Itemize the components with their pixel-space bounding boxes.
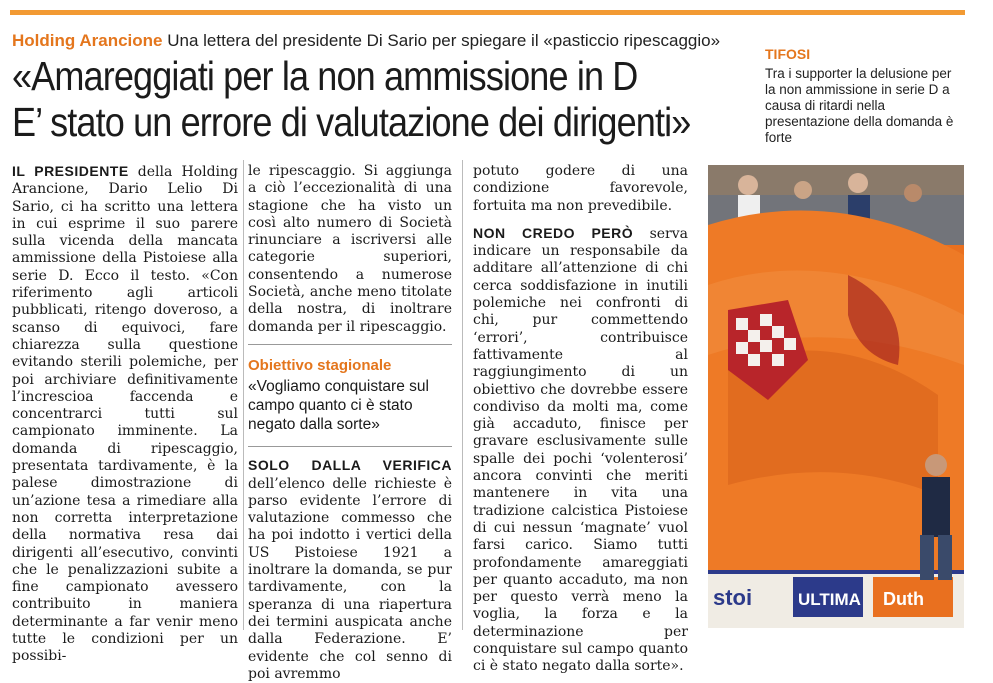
column3-body2: serva indicare un responsabile da additare all’attenzione di chi cerca soddisfazione in inutili polemiche nei confronti di chi, pur commettendo ‘errori’, contribuisce fattivamente al raggiungimento di un obiettivo che dovrebbe essere condiviso da molti ma, come già accaduto, finisce per gravare esclusivamente sulle spalle dei pochi ‘volenterosi’ ancora convinti che meriti mantenere in vita una tradizione calcistica Pistoiese di cui nessun ‘magnate’ vuol farsi carico. Siamo tutti profondamente amareggiati per quanto accaduto, ma non per questo verrà meno la voglia, la forza e la determinazione per conquistare sul campo quanto ci è stato negato dalla sorte».: [473, 225, 688, 675]
banner-text-right: Duth: [883, 589, 924, 609]
column2-paragraph: [248, 457, 452, 683]
column2-subhead: Obiettivo stagionale: [248, 356, 392, 374]
headline-line-1: «Amareggiati per la non ammissione in D: [12, 53, 638, 99]
headline: [12, 53, 691, 145]
photo-caption-box: [765, 46, 965, 146]
article-column-2: [248, 163, 452, 683]
column-divider: [462, 160, 463, 630]
fans-illustration: [708, 165, 964, 628]
top-accent-bar: [10, 10, 965, 15]
column-divider: [243, 160, 244, 630]
caption-text: Tra i supporter la delusione per la non ammissione in serie D a causa di ritardi nella presentazione della domanda è forte: [765, 66, 954, 145]
kicker-text: Una lettera del presidente Di Sario per spiegare il «pasticcio ripescaggio»: [167, 31, 721, 50]
column3-body: potuto godere di una condizione favorevole, fortuita ma non prevedibile.: [473, 163, 688, 214]
fans-photo: [708, 165, 964, 628]
column2-body: le ripescaggio. Si aggiunga a ciò l’eccezionalità di una stagione che ha visto un così alto numero di Società rinunciare a iscriversi alle categorie superiori, consentendo a numerose Società, anche meno titolate della nostra, di inoltrare domanda per il ripescaggio.: [248, 163, 452, 335]
caption-tag: TIFOSI: [765, 46, 811, 62]
column3-paragraph: [473, 225, 688, 676]
column1-lead: IL PRESIDENTE: [12, 163, 129, 179]
column1-body: della Holding Arancione, Dario Lelio Di Sario, ci ha scritto una lettera in cui esprime il suo parere sulla vicenda della mancata ammissione della Pistoiese alla serie D. Ecco il testo. «Con riferimento agli articoli pubblicati, ritengo doveroso, a scanso di equivoci, fare chiarezza sulla questione evitando sterili polemiche, per poi archiviare definitivamente l’increscioa faccenda e concentrarci tutti sul campionato imminente. La domanda di ripescaggio, presentata tardivamente, è la palese dimostrazione di un’azione tesa a rimediare alla non corretta interpretazione della normativa resa dai dirigenti all’esecutivo, convinti che le penalizzazioni subite a fine campionato avessero contribuito in maniera determinante a far venir meno tutte le condizioni per un possibi-: [12, 164, 238, 665]
article-column-1: [12, 163, 238, 666]
banner-text-left: stoi: [713, 585, 753, 610]
headline-line-2: E’ stato un errore di valutazione dei dirigenti»: [12, 99, 691, 145]
column2-body2: dell’elenco delle richieste è parso evidente l’errore di valutazione commesso che ha poi indotto i vertici della US Pistoiese 1921 a inoltrare la domanda, se pur tardivamente, con la speranza di una riapertura dei termini auspicata anche dalla Federazione. E’ evidente che col senno di poi avremmo: [248, 475, 452, 682]
banner-text-mid: ULTIMA: [798, 590, 861, 609]
kicker: [12, 31, 720, 51]
article-column-3: [473, 163, 688, 676]
column2-lead: SOLO DALLA VERIFICA: [248, 457, 452, 474]
column3-lead: NON CREDO PERÒ: [473, 224, 634, 241]
pull-quote: «Vogliamo conquistare sul campo quanto ci è stato negato dalla sorte»: [248, 377, 452, 447]
pull-divider: [248, 344, 452, 345]
kicker-brand: Holding Arancione: [12, 31, 163, 50]
